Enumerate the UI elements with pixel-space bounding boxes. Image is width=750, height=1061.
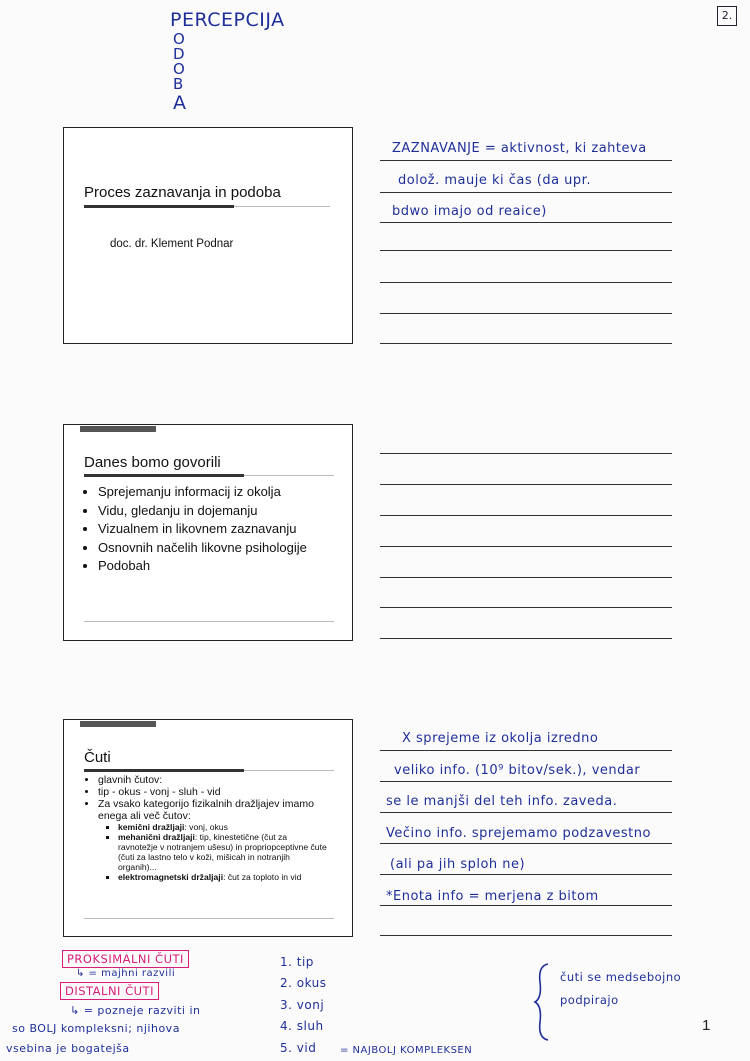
title-underline-thin [244,475,334,476]
list-item: • Sprejemanju informacij iz okolja [98,483,307,502]
note-line: *Enota info = merjena z bitom [386,889,599,904]
list-item: • Vizualnem in likovnem zaznavanju [98,520,307,539]
slide2-title: Danes bomo govorili [84,454,221,471]
slide-footer-line [84,918,334,919]
vertical-letter: O [173,60,186,78]
list-item: • Podobah [98,557,307,576]
sense-item: 4. sluh [280,1019,324,1033]
slide-title [63,127,353,344]
note-line: Večino info. sprejemamo podzavestno [386,826,651,841]
stimuli-sublist [98,822,338,882]
senses-list [80,774,348,882]
slide-footer-line [84,621,334,622]
distalni-note: ↳ = pozneje razviti in [70,1004,201,1017]
note-line: bdwo imajo od reaice) [392,204,547,219]
list-item: ▪ mehanični dražljaji: tip, kinestetične (čut za ravnotežje v notranjem ušesu) in propriopceptivne čute (čuti za lastno telo v koži, mišicah in notranjih organih)... [118,832,328,872]
title-underline-thin [244,770,334,771]
list-item: • tip - okus - vonj - sluh - vid [98,786,348,798]
list-item: • Za vsako kategorijo fizikalnih dražljajev imamo enega ali več čutov: ▪ kemični dražljaji: vonj, okus ▪ mehanični dražljaji: tip, kinestetične (čut za ravnotežje v notranjem ušesu) in propriopceptivne čute (čuti za lastno telo v koži, mišicah in notranjih organih)... ▪ elektromagnetski držaljaji: čut za toploto in vid [98,798,338,882]
handwritten-title: PERCEPCIJA [170,9,285,31]
slide-agenda [63,424,353,641]
proksimalni-label: PROKSIMALNI ČUTI [62,950,189,968]
distalni-label: DISTALNI ČUTI [60,982,159,1000]
note-line: X sprejeme iz okolja izredno [402,731,599,746]
sense-item: 5. vid [280,1041,317,1055]
vid-note: = NAJBOLJ KOMPLEKSEN [340,1045,473,1056]
list-item: ▪ elektromagnetski držaljaji: čut za toploto in vid [118,872,328,882]
list-item: • glavnih čutov: [98,774,348,786]
title-underline [84,205,234,208]
brace-note: podpirajo [560,993,619,1007]
note-line: ZAZNAVANJE = aktivnost, ki zahteva [392,141,647,156]
list-item: • Vidu, gledanju in dojemanju [98,502,307,521]
slide-senses [63,719,353,937]
slide3-title: Čuti [84,749,111,766]
title-underline-thin [234,206,330,207]
distalni-note: vsebina je bogatejša [6,1042,130,1055]
slide1-author: doc. dr. Klement Podnar [110,238,234,250]
footer-page-number: 1 [702,1017,711,1034]
title-underline [84,474,244,477]
vertical-letter: D [173,45,186,63]
list-item: • Osnovnih načelih likovne psihologije [98,539,307,558]
slide1-title: Proces zaznavanja in podoba [84,184,281,201]
note-line: se le manjši del teh info. zaveda. [386,794,618,809]
title-underline [84,769,244,772]
vertical-letter: B [173,75,184,93]
brace-icon [532,962,552,1042]
slide-header-tag [80,426,156,432]
note-line: (ali pa jih sploh ne) [390,857,526,872]
slide-header-tag [80,721,156,727]
sense-item: 2. okus [280,976,327,990]
agenda-list [80,483,307,576]
list-item: ▪ kemični dražljaji: vonj, okus [118,822,338,832]
page-number-box: 2. [717,6,737,26]
distalni-note: so BOLJ kompleksni; njihova [12,1022,180,1035]
sense-item: 3. vonj [280,998,325,1012]
vertical-word [173,32,189,114]
vertical-letter: O [173,30,186,48]
vertical-letter: A [173,92,187,114]
note-line: dolož. mauje ki čas (da upr. [398,173,591,188]
sense-item: 1. tip [280,955,314,969]
note-line: veliko info. (10⁹ bitov/sek.), vendar [394,763,641,778]
proksimalni-note: ↳ = majhni razvili [76,968,176,979]
brace-note: čuti se medsebojno [560,970,682,984]
